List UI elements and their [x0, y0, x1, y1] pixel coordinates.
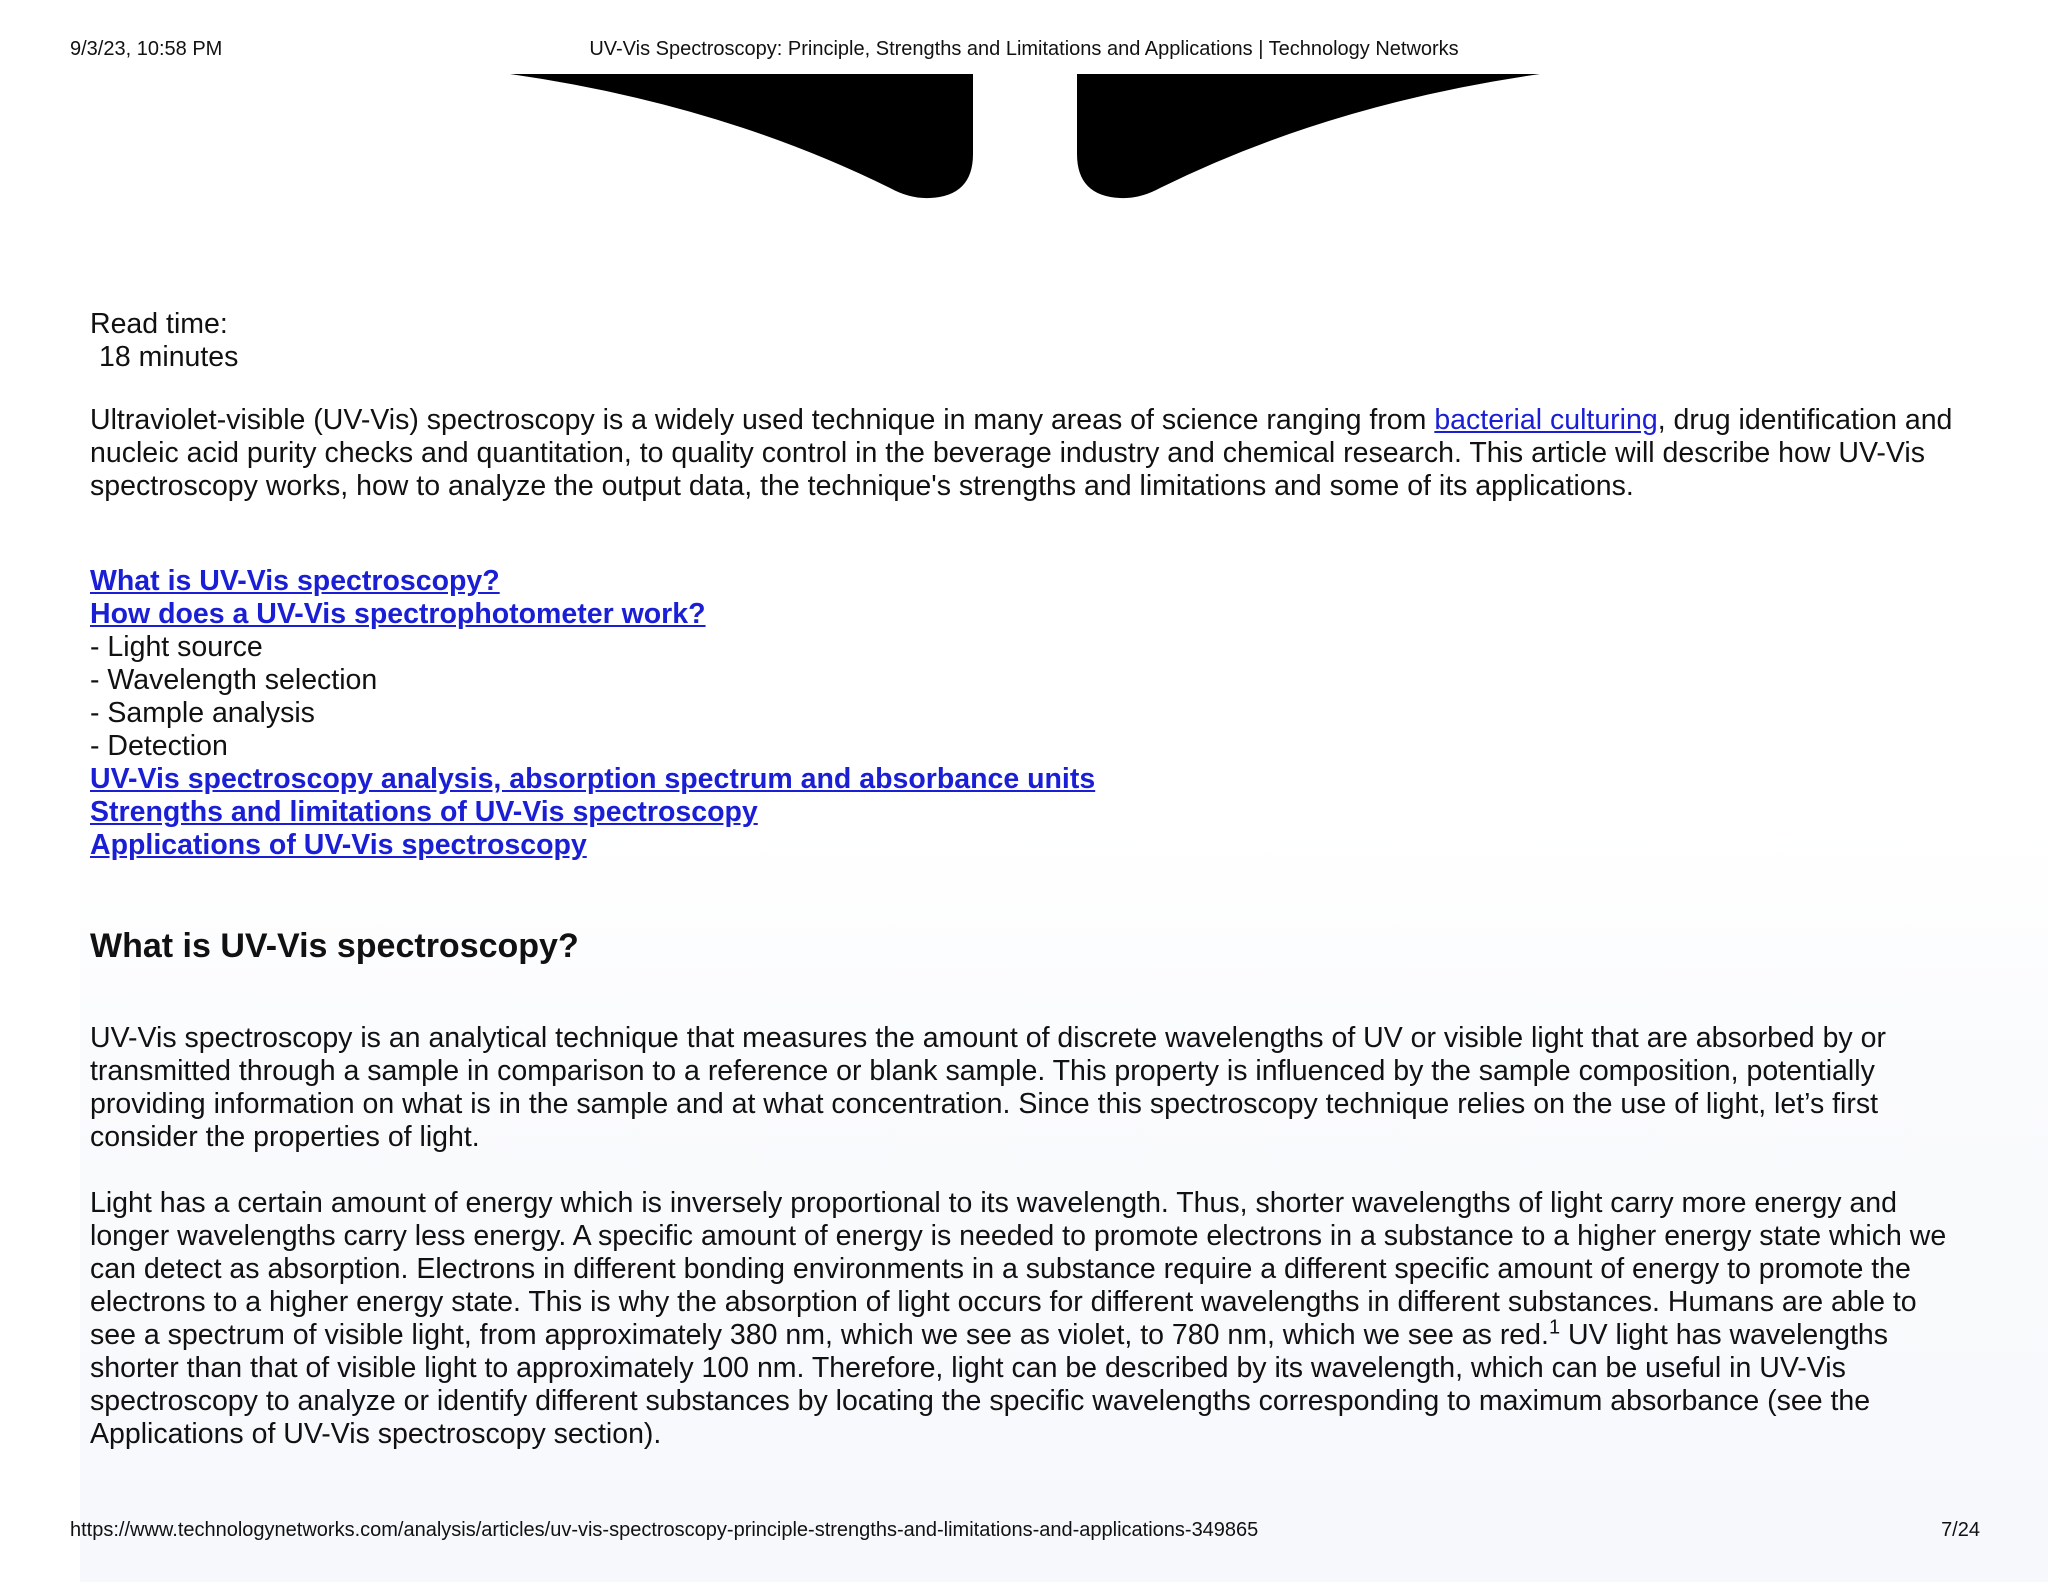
read-time-label: Read time:	[90, 308, 228, 340]
intro-text-end: , drug identification and nucleic acid purity checks and quantitation, to quality control in the beverage industry and chemical research. This article will describe how UV-Vis spectroscopy works, how to analyze the output data, the technique's strengths and limitations and some of its applications.	[90, 404, 1953, 502]
print-datetime: 9/3/23, 10:58 PM	[70, 38, 223, 60]
toc-link-how-spectrophotometer-works[interactable]: How does a UV-Vis spectrophotometer work?	[90, 598, 706, 630]
article-body	[90, 308, 1970, 1451]
toc-subitem-detection: - Detection	[90, 730, 228, 762]
print-page-number: 7/24	[1941, 1519, 1980, 1541]
bacterial-culturing-link[interactable]: bacterial culturing	[1434, 404, 1658, 436]
intro-paragraph	[90, 404, 1970, 503]
toc-link-analysis-absorbance[interactable]: UV-Vis spectroscopy analysis, absorption spectrum and absorbance units	[90, 763, 1096, 795]
paragraph-2-text-start: Light has a certain amount of energy which is inversely proportional to its wavelength. Thus, shorter wavelengths of light carry more energy and longer wavelengths carry less energy. A specific amount of energy is needed to promote electrons in a substance to a higher energy state which we can detect as absorption. Electrons in different bonding environments in a substance require a different specific amount of energy to promote the electrons to a higher energy state. This is why the absorption of light occurs for different wavelengths in different substances. Humans are able to see a spectrum of visible light, from approximately 380 nm, which we see as violet, to 780 nm, which we see as red.	[90, 1187, 1947, 1351]
logo-left-wing	[510, 74, 973, 198]
paragraph-2-text-end: UV light has wavelengths shorter than that of visible light to approximately 100 nm. Therefore, light can be described by its wavelength, which can be useful in UV-Vis spectroscopy to analyze or identify different substances by locating the specific wavelengths corresponding to maximum absorbance (see the Applications of UV-Vis spectroscopy section).	[90, 1319, 1888, 1450]
read-time-value: 18 minutes	[99, 341, 239, 373]
print-page-title: UV-Vis Spectroscopy: Principle, Strengths and Limitations and Applications | Technology Networks	[589, 38, 1459, 60]
table-of-contents	[90, 565, 1970, 862]
section-heading: What is UV-Vis spectroscopy?	[90, 927, 579, 965]
toc-subitem-sample-analysis: - Sample analysis	[90, 697, 315, 729]
toc-link-what-is-uv-vis[interactable]: What is UV-Vis spectroscopy?	[90, 565, 500, 597]
read-time	[90, 308, 1970, 374]
toc-subitem-light-source: - Light source	[90, 631, 263, 663]
section-paragraph-2	[90, 1187, 1970, 1451]
section-paragraph-1: UV-Vis spectroscopy is an analytical technique that measures the amount of discrete wavelengths of UV or visible light that are absorbed by or transmitted through a sample in comparison to a reference or blank sample. This property is influenced by the sample composition, potentially providing information on what is in the sample and at what concentration. Since this spectroscopy technique relies on the use of light, let’s first consider the properties of light.	[90, 1022, 1886, 1153]
print-url: https://www.technologynetworks.com/analysis/articles/uv-vis-spectroscopy-principle-strengths-and-limitations-and-applications-349865	[70, 1519, 1259, 1541]
footnote-ref-1[interactable]: 1	[1548, 1316, 1561, 1339]
toc-link-strengths-limitations[interactable]: Strengths and limitations of UV-Vis spectroscopy	[90, 796, 758, 828]
logo-right-wing	[1077, 74, 1540, 198]
intro-text-start: Ultraviolet-visible (UV-Vis) spectroscopy is a widely used technique in many areas of science ranging from	[90, 404, 1435, 436]
logo-graphic	[500, 74, 1550, 204]
toc-link-applications[interactable]: Applications of UV-Vis spectroscopy	[90, 829, 587, 861]
toc-subitem-wavelength-selection: - Wavelength selection	[90, 664, 378, 696]
